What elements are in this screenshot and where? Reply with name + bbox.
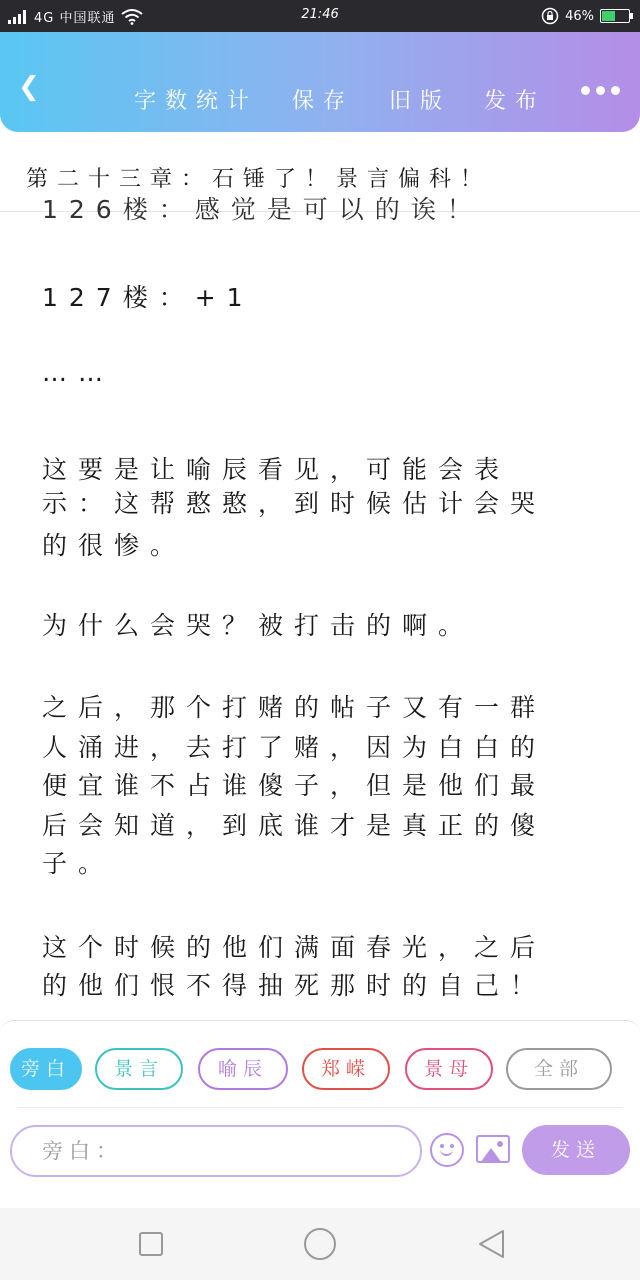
- story-content[interactable]: [0, 195, 640, 1020]
- editor-header: [0, 32, 640, 132]
- compose-panel: [0, 1020, 640, 1178]
- system-nav-bar: [0, 1208, 640, 1280]
- publish-button[interactable]: 发布: [484, 89, 547, 114]
- paragraph-4-line: 这个时候的他们满面春光，之后: [42, 933, 547, 962]
- floor-127-line: 127楼：+1: [42, 283, 254, 312]
- save-button[interactable]: 保存: [292, 89, 355, 114]
- role-chip-narration[interactable]: 旁白: [10, 1048, 82, 1090]
- paragraph-3-line: 人涌进，去打了赌，因为白白的: [42, 733, 547, 762]
- lock-rotation-icon: [541, 7, 559, 25]
- paragraph-1-line: 这要是让喻辰看见，可能会表: [42, 455, 511, 484]
- status-right: [541, 7, 630, 25]
- paragraph-3-line: 后会知道，到底谁才是真正的傻: [42, 811, 547, 840]
- chapter-title: 第二十三章：石锤了！景言偏科！: [26, 167, 492, 192]
- paragraph-3-line: 子。: [42, 849, 115, 878]
- paragraph-1-line: 示：这帮憨憨，到时候估计会哭: [42, 489, 547, 518]
- paragraph-4-line: 的他们恨不得抽死那时的自己！: [42, 971, 547, 1000]
- battery-level: [602, 11, 615, 21]
- message-input[interactable]: 旁白：: [10, 1125, 422, 1177]
- paragraph-1-line: 的很惨。: [42, 531, 187, 560]
- paragraph-3-line: 之后，那个打赌的帖子又有一群: [42, 693, 547, 722]
- role-chip-jingyan[interactable]: 景言: [95, 1048, 183, 1090]
- chevron-left-icon[interactable]: ❮: [18, 72, 40, 102]
- ellipsis-line: ……: [42, 358, 114, 387]
- role-chip-all[interactable]: 全部: [506, 1048, 612, 1090]
- word-count-button[interactable]: 字数统计: [134, 89, 259, 114]
- role-chip-yuchen[interactable]: 喻辰: [198, 1048, 288, 1090]
- battery-percent: 46%: [565, 8, 594, 24]
- divider: [18, 1107, 622, 1108]
- paragraph-3-line: 便宜谁不占谁傻子，但是他们最: [42, 771, 547, 800]
- image-icon[interactable]: [476, 1135, 510, 1163]
- role-selector: [10, 1048, 630, 1090]
- home-icon[interactable]: [304, 1228, 336, 1260]
- back-triangle-icon[interactable]: [476, 1228, 506, 1260]
- recent-apps-icon[interactable]: [139, 1232, 163, 1256]
- paragraph-2-line: 为什么会哭？被打击的啊。: [42, 611, 475, 640]
- status-bar: [0, 0, 640, 32]
- carrier-name: 4G 中国联通: [34, 11, 116, 26]
- old-version-button[interactable]: 旧版: [389, 89, 452, 114]
- content-line-cut: 126楼：感觉是可以的诶！: [42, 195, 483, 224]
- role-chip-zhengrong[interactable]: 郑嵘: [302, 1048, 390, 1090]
- send-button[interactable]: 发送: [522, 1125, 630, 1175]
- more-dots-icon[interactable]: [581, 86, 620, 95]
- emoji-icon[interactable]: [430, 1133, 464, 1167]
- role-chip-jingmu[interactable]: 景母: [405, 1048, 493, 1090]
- status-time: 21:46: [301, 7, 339, 22]
- battery-icon: [600, 9, 630, 23]
